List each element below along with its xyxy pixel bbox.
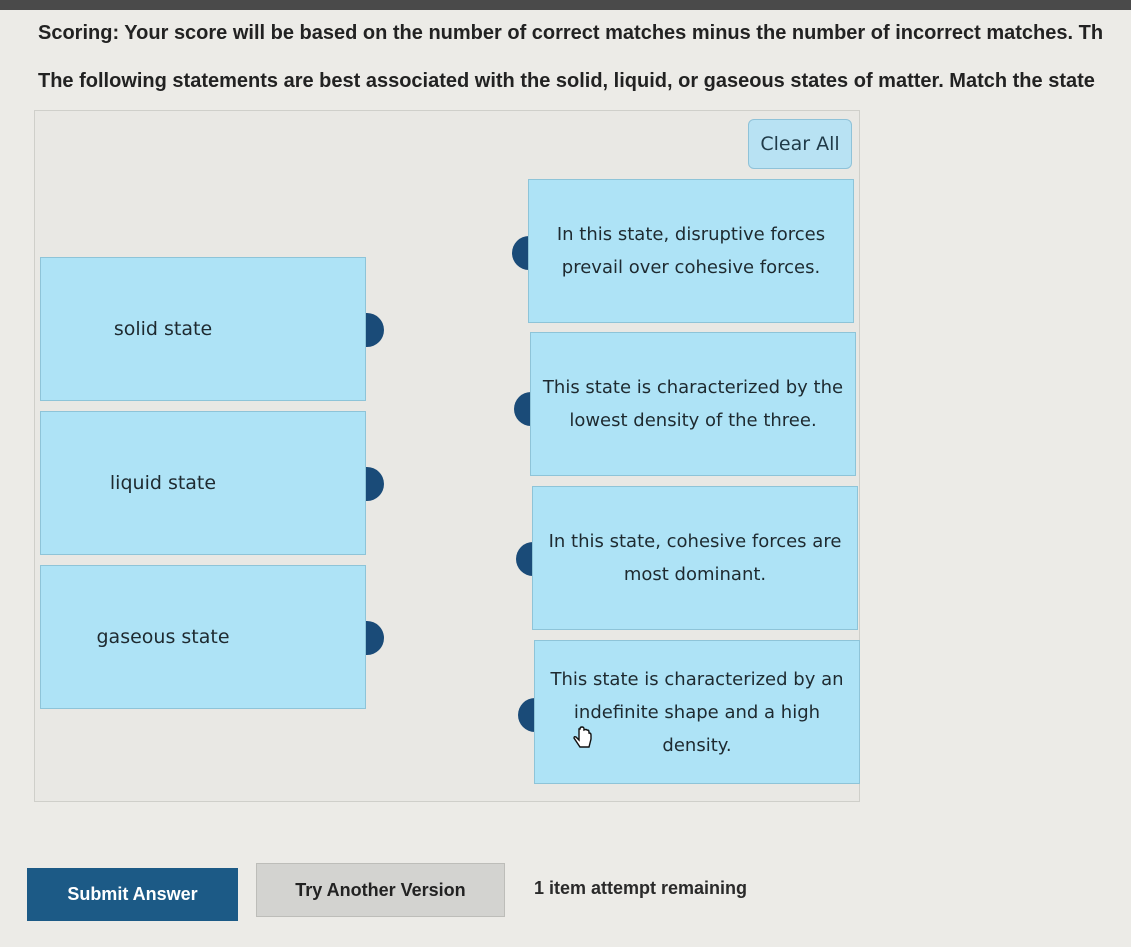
submit-answer-button[interactable]: Submit Answer xyxy=(27,868,238,921)
term-gaseous-state[interactable] xyxy=(40,565,366,709)
statement-text: This state is characterized by the lowest density of the three. xyxy=(542,377,844,431)
term-label: gaseous state xyxy=(96,626,230,648)
statement-card[interactable] xyxy=(534,640,860,784)
statement-card[interactable] xyxy=(530,332,856,476)
top-bar xyxy=(0,0,1131,10)
scoring-instructions: Scoring: Your score will be based on the number of correct matches minus the number of incorrect matches. Th xyxy=(38,22,1104,44)
attempts-remaining: 1 item attempt remaining xyxy=(534,878,748,898)
term-label: liquid state xyxy=(109,472,217,494)
matching-instructions: The following statements are best associated with the solid, liquid, or gaseous states of matter. Match the state xyxy=(38,70,1095,92)
statement-card[interactable] xyxy=(532,486,858,630)
term-label: solid state xyxy=(113,318,213,340)
statement-card[interactable] xyxy=(528,179,854,323)
clear-all-button[interactable]: Clear All xyxy=(748,119,852,169)
term-liquid-state[interactable] xyxy=(40,411,366,555)
statement-text: In this state, disruptive forces prevail over cohesive forces. xyxy=(556,224,826,278)
statement-text: This state is characterized by an indefinite shape and a high density. xyxy=(550,668,844,756)
statement-text: In this state, cohesive forces are most dominant. xyxy=(548,531,842,585)
hand-cursor-icon xyxy=(570,726,596,752)
try-another-version-button[interactable]: Try Another Version xyxy=(256,863,505,917)
term-solid-state[interactable] xyxy=(40,257,366,401)
